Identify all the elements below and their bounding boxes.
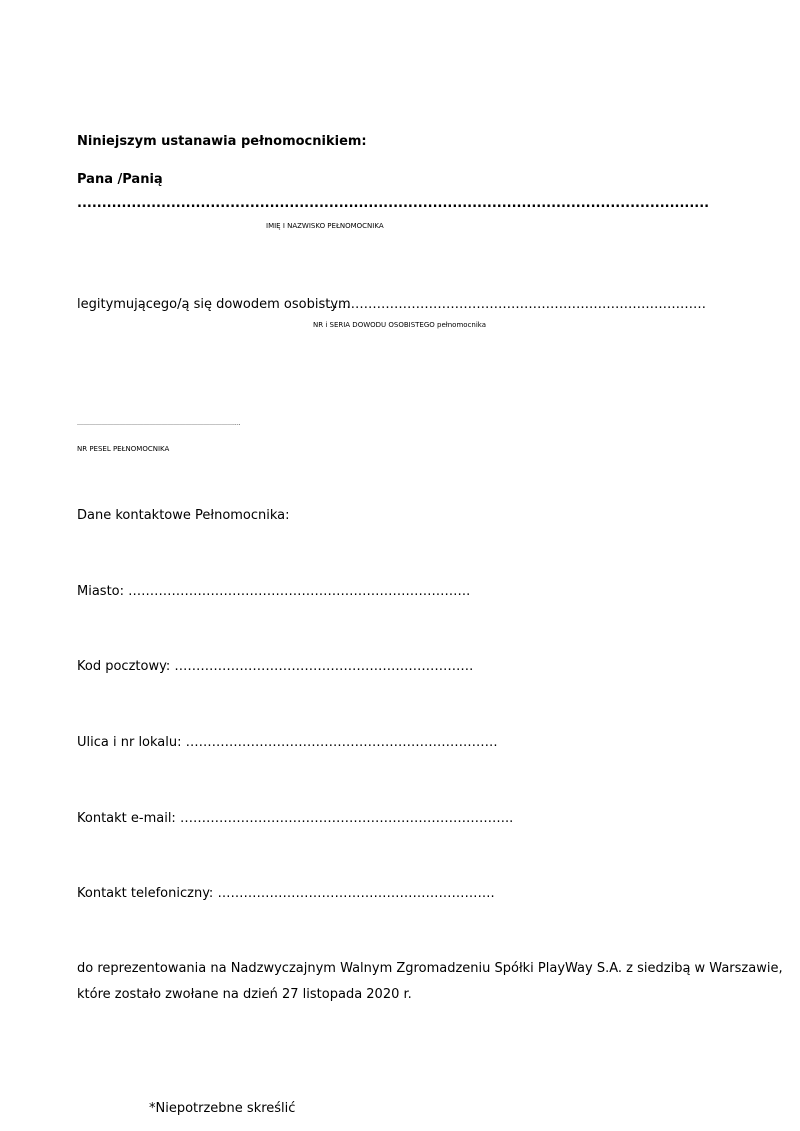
name-caption: IMIĘ I NAZWISKO PEŁNOMOCNIKA — [266, 222, 384, 230]
salutation: Pana /Panią — [77, 172, 163, 187]
id-label: legitymującego/ą się dowodem osobistym — [77, 297, 351, 312]
city-field: Miasto: ……………………………………………………………………. — [77, 584, 471, 599]
phone-field: Kontakt telefoniczny: ………………………………………………………. — [77, 886, 495, 901]
email-field: Kontakt e-mail: ………………………………………………………………….. — [77, 811, 514, 826]
pesel-fill-line: …………………………………………………………………….... — [77, 420, 241, 427]
contact-heading: Dane kontaktowe Pełnomocnika: — [77, 508, 290, 523]
id-fill-line: …………………………………………………………………………… — [329, 297, 706, 312]
name-fill-line: ................................................................................................................................ — [77, 196, 710, 211]
street-field: Ulica i nr lokalu: ……………………………………………………………… — [77, 735, 498, 750]
postal-code-field: Kod pocztowy: …………………………………………………………… — [77, 659, 474, 674]
purpose-line-1: do reprezentowania na Nadzwyczajnym Walnym Zgromadzeniu Spółki PlayWay S.A. z siedzibą w Warszawie, — [77, 961, 783, 976]
id-caption: NR i SERIA DOWODU OSOBISTEGO pełnomocnika — [313, 321, 487, 329]
purpose-line-2: które zostało zwołane na dzień 27 listopada 2020 r. — [77, 987, 412, 1002]
footnote: *Niepotrzebne skreślić — [149, 1101, 296, 1116]
pesel-caption: NR PESEL PEŁNOMOCNIKA — [77, 445, 170, 453]
form-heading: Niniejszym ustanawia pełnomocnikiem: — [77, 134, 367, 149]
